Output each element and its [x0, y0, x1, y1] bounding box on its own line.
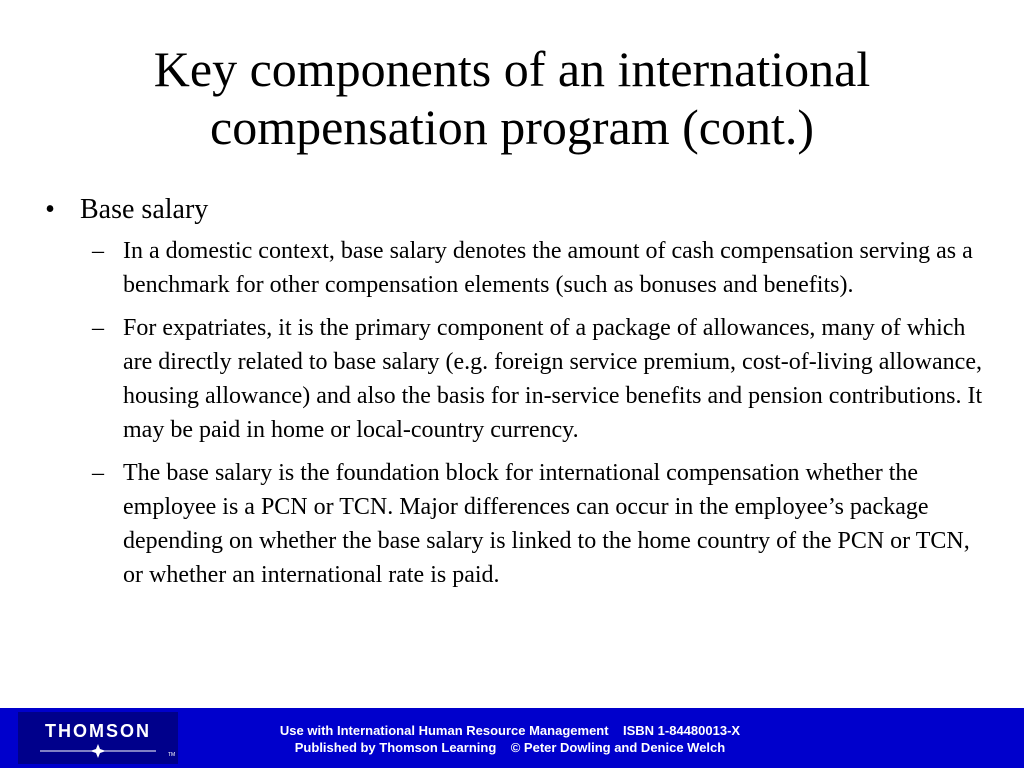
sub-bullet-expatriates — [40, 311, 990, 447]
sub-bullet-foundation-block — [40, 456, 990, 592]
bullet-base-salary — [40, 192, 990, 228]
sub-bullet-list — [40, 234, 990, 592]
slide-title-line-2: compensation program (cont.) — [210, 99, 814, 155]
logo-trademark: TM — [168, 752, 176, 758]
sub-bullet-text: For expatriates, it is the primary component of a package of allowances, many of which are directly related to base salary (e.g. foreign service premium, cost-of-living allowance, housing allowance) and also the basis for in-service benefits and pension contributions. It may be paid in home or local-country currency. — [123, 315, 983, 443]
star-icon — [18, 744, 178, 758]
slide-content — [40, 192, 990, 601]
sub-bullet-marker: – — [92, 238, 104, 264]
sub-bullet-text: The base salary is the foundation block for international compensation whether the employee is a PCN or TCN. Major differences can occur in the employee’s package depending on whether the base salary is linked to the home country of the PCN or TCN, or whether an international rate is paid. — [123, 460, 970, 588]
slide-title — [40, 40, 984, 156]
footer-line-1: Use with International Human Resource Management ISBN 1-84480013-X — [279, 723, 741, 738]
footer-credits — [230, 722, 790, 756]
sub-bullet-marker: – — [92, 460, 104, 486]
footer-line-2: Published by Thomson Learning © Peter Dowling and Denice Welch — [294, 740, 726, 755]
logo-wordmark: THOMSON — [45, 721, 151, 741]
footer-bar — [0, 708, 1024, 768]
bullet-marker: • — [45, 194, 55, 225]
thomson-logo — [18, 712, 178, 764]
sub-bullet-domestic-context — [40, 234, 990, 302]
slide-title-line-1: Key components of an international — [153, 41, 871, 97]
sub-bullet-text: In a domestic context, base salary denotes the amount of cash compensation serving as a benchmark for other compensation elements (such as bonuses and benefits). — [123, 238, 973, 298]
bullet-text: Base salary — [80, 194, 209, 225]
sub-bullet-marker: – — [92, 315, 104, 341]
